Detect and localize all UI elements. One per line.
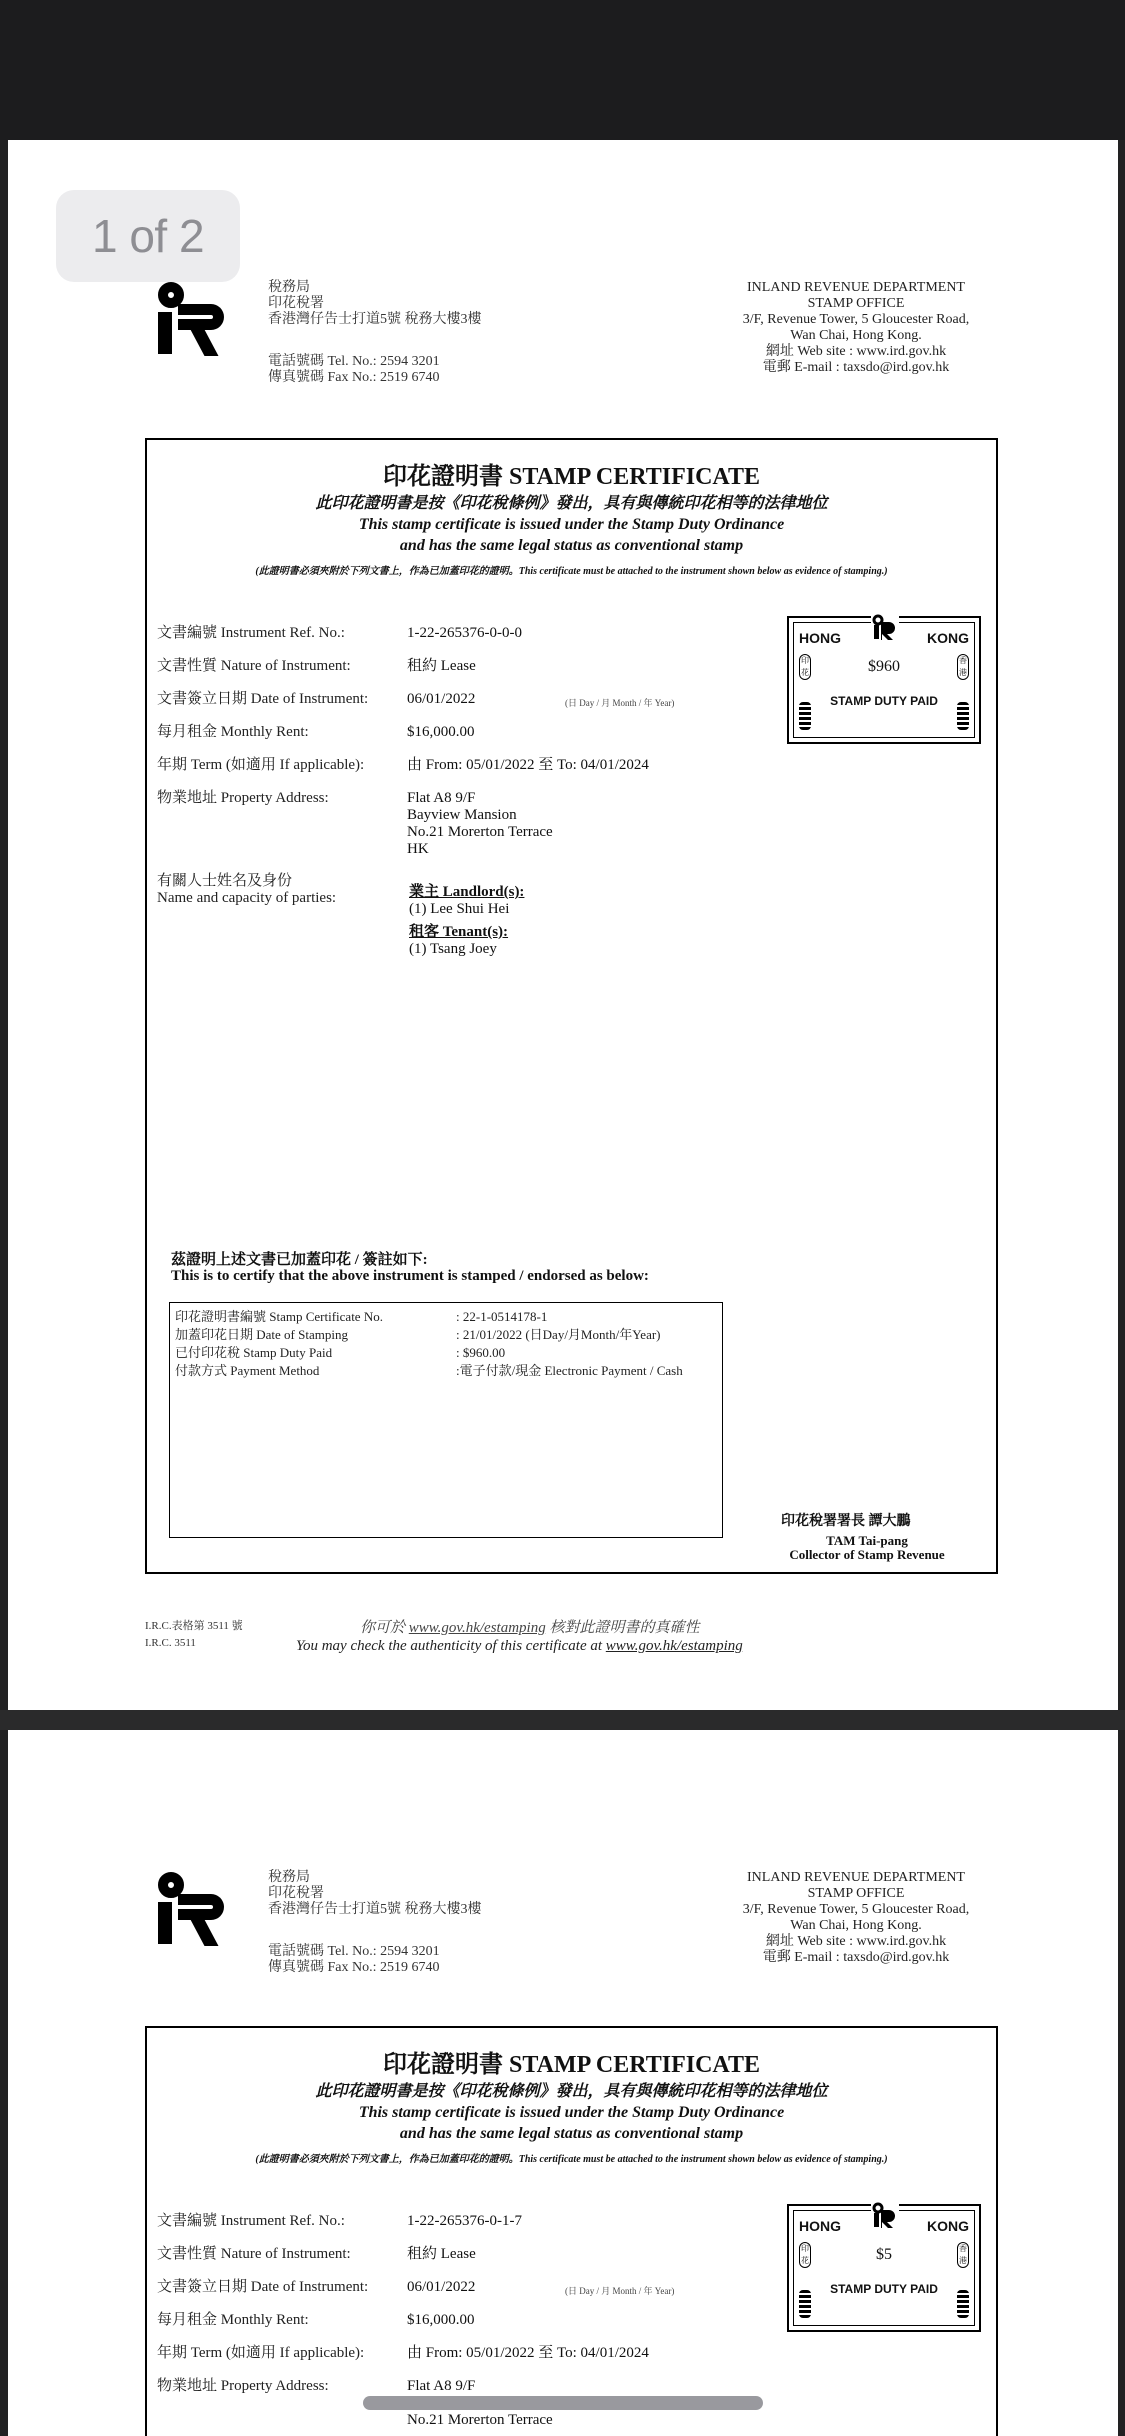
header-en-address [706, 1870, 1006, 1966]
header-tel: 電話號碼 Tel. No.: 2594 3201 [268, 1944, 440, 1959]
form-code-en: I.R.C. 3511 [145, 1637, 196, 1649]
date-format-hint: (日 Day / 月 Month / 年 Year) [565, 2286, 675, 2296]
home-indicator-scrollbar[interactable] [363, 2396, 763, 2410]
header-en-line: 3/F, Revenue Tower, 5 Gloucester Road, [742, 1902, 970, 1917]
value-ref-no: 1-22-265376-0-0-0 [407, 625, 522, 641]
header-email: 電郵 E-mail : taxsdo@ird.gov.hk [762, 1950, 950, 1965]
ird-logo-icon [152, 282, 236, 354]
collector-title: Collector of Stamp Revenue [789, 1547, 945, 1562]
header-web: 網址 Web site : www.ird.gov.hk [765, 344, 947, 359]
header-en-line: Wan Chai, Hong Kong. [790, 328, 922, 343]
certificate-subtitle-en: This stamp certificate is issued under the Stamp Duty Ordinance [358, 2104, 785, 2121]
label-ref-no: 文書編號 Instrument Ref. No.: [157, 2213, 345, 2229]
tenant-heading: 租客 Tenant(s): [409, 924, 509, 940]
page-gap [0, 1710, 1125, 1730]
viewer-top-bar [0, 0, 1125, 140]
detail-value: : 21/01/2022 (日Day/月Month/年Year) [456, 1327, 661, 1342]
certificate-note: (此證明書必須夾附於下列文書上，作為已加蓋印花的證明。This certificate must be attached to the instrument shown below as evidence of stamping.) [255, 566, 888, 577]
stamp-paid-text: STAMP DUTY PAID [830, 694, 938, 708]
header-tel: 電話號碼 Tel. No.: 2594 3201 [268, 354, 440, 369]
certificate-subtitle-en: and has the same legal status as conventional stamp [399, 2125, 744, 2142]
detail-label: 印花證明書編號 Stamp Certificate No. [175, 1309, 383, 1324]
certify-heading-cn: 茲證明上述文書已加蓋印花 / 簽註如下: [171, 1252, 428, 1268]
header-cn-address [268, 280, 482, 328]
landlord-heading: 業主 Landlord(s): [409, 884, 525, 900]
form-code-cn: I.R.C.表格第 3511 號 [145, 1620, 243, 1632]
value-address-line: No.21 Morerton Terrace [407, 2412, 553, 2428]
footer-verify-en [296, 1638, 743, 1655]
label-date: 文書簽立日期 Date of Instrument: [157, 2279, 369, 2295]
document-page-1 [8, 140, 1118, 1710]
value-address-line: HK [407, 841, 429, 857]
label-address: 物業地址 Property Address: [157, 790, 329, 806]
certificate-title: 印花證明書 STAMP CERTIFICATE [383, 2052, 760, 2078]
footer-cn-text: 你可於 [360, 1620, 409, 1636]
stamp-kong: KONG [927, 630, 969, 646]
header-contact [268, 1944, 440, 1976]
value-rent: $16,000.00 [407, 2312, 475, 2328]
document-page-2 [8, 1730, 1118, 2436]
tenant-name: (1) Tsang Joey [409, 941, 497, 957]
estamping-link[interactable]: www.gov.hk/estamping [408, 1620, 546, 1636]
header-cn-line: 稅務局 [268, 1870, 310, 1885]
stamp-hong: HONG [799, 2218, 841, 2234]
certificate-subtitle-en: This stamp certificate is issued under the Stamp Duty Ordinance [358, 516, 785, 533]
header-en-address [706, 280, 1006, 376]
stamp-paid-text: STAMP DUTY PAID [830, 2282, 938, 2296]
header-cn-address [268, 1870, 482, 1918]
header-cn-line: 印花稅署 [268, 296, 324, 311]
header-en-line: INLAND REVENUE DEPARTMENT [747, 1870, 965, 1885]
value-rent: $16,000.00 [407, 724, 475, 740]
header-en-line: STAMP OFFICE [807, 296, 905, 311]
certificate-subtitle-en: and has the same legal status as conventional stamp [399, 537, 744, 554]
header-en-line: 3/F, Revenue Tower, 5 Gloucester Road, [742, 312, 970, 327]
stamp-certificate-box [145, 438, 998, 1574]
stamp-duty-paid-seal [787, 616, 981, 744]
detail-label: 已付印花稅 Stamp Duty Paid [175, 1345, 333, 1360]
detail-value: :電子付款/現金 Electronic Payment / Cash [456, 1363, 683, 1378]
header-fax: 傳真號碼 Fax No.: 2519 6740 [268, 370, 440, 385]
certificate-subtitle-cn: 此印花證明書是按《印花稅條例》發出，具有與傳統印花相等的法律地位 [315, 495, 828, 512]
value-address-line: Bayview Mansion [407, 807, 517, 823]
label-parties-cn: 有關人士姓名及身份 [157, 873, 293, 889]
value-term: 由 From: 05/01/2022 至 To: 04/01/2024 [407, 757, 649, 773]
collector-name: TAM Tai-pang [826, 1533, 908, 1548]
ird-mini-logo-icon [871, 2202, 899, 2228]
header-contact [268, 354, 440, 386]
value-ref-no: 1-22-265376-0-1-7 [407, 2213, 522, 2229]
value-date: 06/01/2022 [407, 2279, 476, 2295]
value-term: 由 From: 05/01/2022 至 To: 04/01/2024 [407, 2345, 649, 2361]
header-fax: 傳真號碼 Fax No.: 2519 6740 [268, 1960, 440, 1975]
stamp-ornament-icon: 香 港 [957, 2242, 969, 2268]
label-term: 年期 Term (如適用 If applicable): [157, 2345, 365, 2361]
header-en-line: INLAND REVENUE DEPARTMENT [747, 280, 965, 295]
stamp-amount: $960 [868, 658, 900, 675]
stamp-kong: KONG [927, 2218, 969, 2234]
ird-mini-logo-icon [871, 614, 899, 640]
estamping-link[interactable]: www.gov.hk/estamping [605, 1638, 743, 1654]
label-rent: 每月租金 Monthly Rent: [157, 2312, 309, 2328]
value-address-line: Flat A8 9/F [407, 2378, 476, 2394]
label-nature: 文書性質 Nature of Instrument: [157, 2246, 351, 2262]
stamp-amount: $5 [876, 2246, 892, 2263]
label-parties-en: Name and capacity of parties: [157, 890, 337, 906]
form-code [145, 1618, 243, 1652]
label-date: 文書簽立日期 Date of Instrument: [157, 691, 369, 707]
value-date: 06/01/2022 [407, 691, 476, 707]
certificate-subtitle-cn: 此印花證明書是按《印花稅條例》發出，具有與傳統印花相等的法律地位 [315, 2083, 828, 2100]
certificate-note: (此證明書必須夾附於下列文書上，作為已加蓋印花的證明。This certificate must be attached to the instrument shown below as evidence of stamping.) [255, 2154, 888, 2165]
certify-heading-en: This is to certify that the above instrument is stamped / endorsed as below: [171, 1268, 649, 1284]
detail-label: 付款方式 Payment Method [175, 1363, 320, 1378]
collector-signature-en [767, 1534, 967, 1562]
label-rent: 每月租金 Monthly Rent: [157, 724, 309, 740]
value-nature: 租約 Lease [407, 658, 476, 674]
detail-label: 加蓋印花日期 Date of Stamping [175, 1327, 348, 1342]
date-format-hint: (日 Day / 月 Month / 年 Year) [565, 698, 675, 708]
footer-en-text: You may check the authenticity of this certificate at [296, 1638, 606, 1654]
footer-cn-text: 核對此證明書的真確性 [545, 1620, 700, 1636]
stamping-details-box [169, 1302, 723, 1538]
stamp-ornament-icon: 印 花 [799, 2242, 811, 2268]
label-ref-no: 文書編號 Instrument Ref. No.: [157, 625, 345, 641]
header-web: 網址 Web site : www.ird.gov.hk [765, 1934, 947, 1949]
ird-logo-icon [152, 1872, 236, 1944]
header-cn-line: 印花稅署 [268, 1886, 324, 1901]
label-address: 物業地址 Property Address: [157, 2378, 329, 2394]
collector-signature-cn: 印花稅署署長 譚大鵬 [781, 1514, 911, 1529]
label-term: 年期 Term (如適用 If applicable): [157, 757, 365, 773]
landlord-name: (1) Lee Shui Hei [409, 901, 510, 917]
detail-value: : $960.00 [456, 1345, 506, 1360]
page-indicator: 1 of 2 [56, 190, 240, 282]
header-email: 電郵 E-mail : taxsdo@ird.gov.hk [762, 360, 950, 375]
label-nature: 文書性質 Nature of Instrument: [157, 658, 351, 674]
stamp-ornament-icon: 香 港 [957, 654, 969, 680]
header-en-line: STAMP OFFICE [807, 1886, 905, 1901]
detail-value: : 22-1-0514178-1 [456, 1309, 548, 1324]
stamp-certificate-box [145, 2026, 998, 2436]
header-cn-line: 稅務局 [268, 280, 310, 295]
value-address-line: Flat A8 9/F [407, 790, 476, 806]
stamp-ornament-icon: 印 花 [799, 654, 811, 680]
certificate-title: 印花證明書 STAMP CERTIFICATE [383, 464, 760, 490]
value-address-line: No.21 Morerton Terrace [407, 824, 553, 840]
value-nature: 租約 Lease [407, 2246, 476, 2262]
footer-verify-cn [360, 1616, 699, 1637]
header-en-line: Wan Chai, Hong Kong. [790, 1918, 922, 1933]
stamp-hong: HONG [799, 630, 841, 646]
stamp-duty-paid-seal [787, 2204, 981, 2332]
header-cn-line: 香港灣仔告士打道5號 稅務大樓3樓 [268, 312, 482, 327]
header-cn-line: 香港灣仔告士打道5號 稅務大樓3樓 [268, 1902, 482, 1917]
